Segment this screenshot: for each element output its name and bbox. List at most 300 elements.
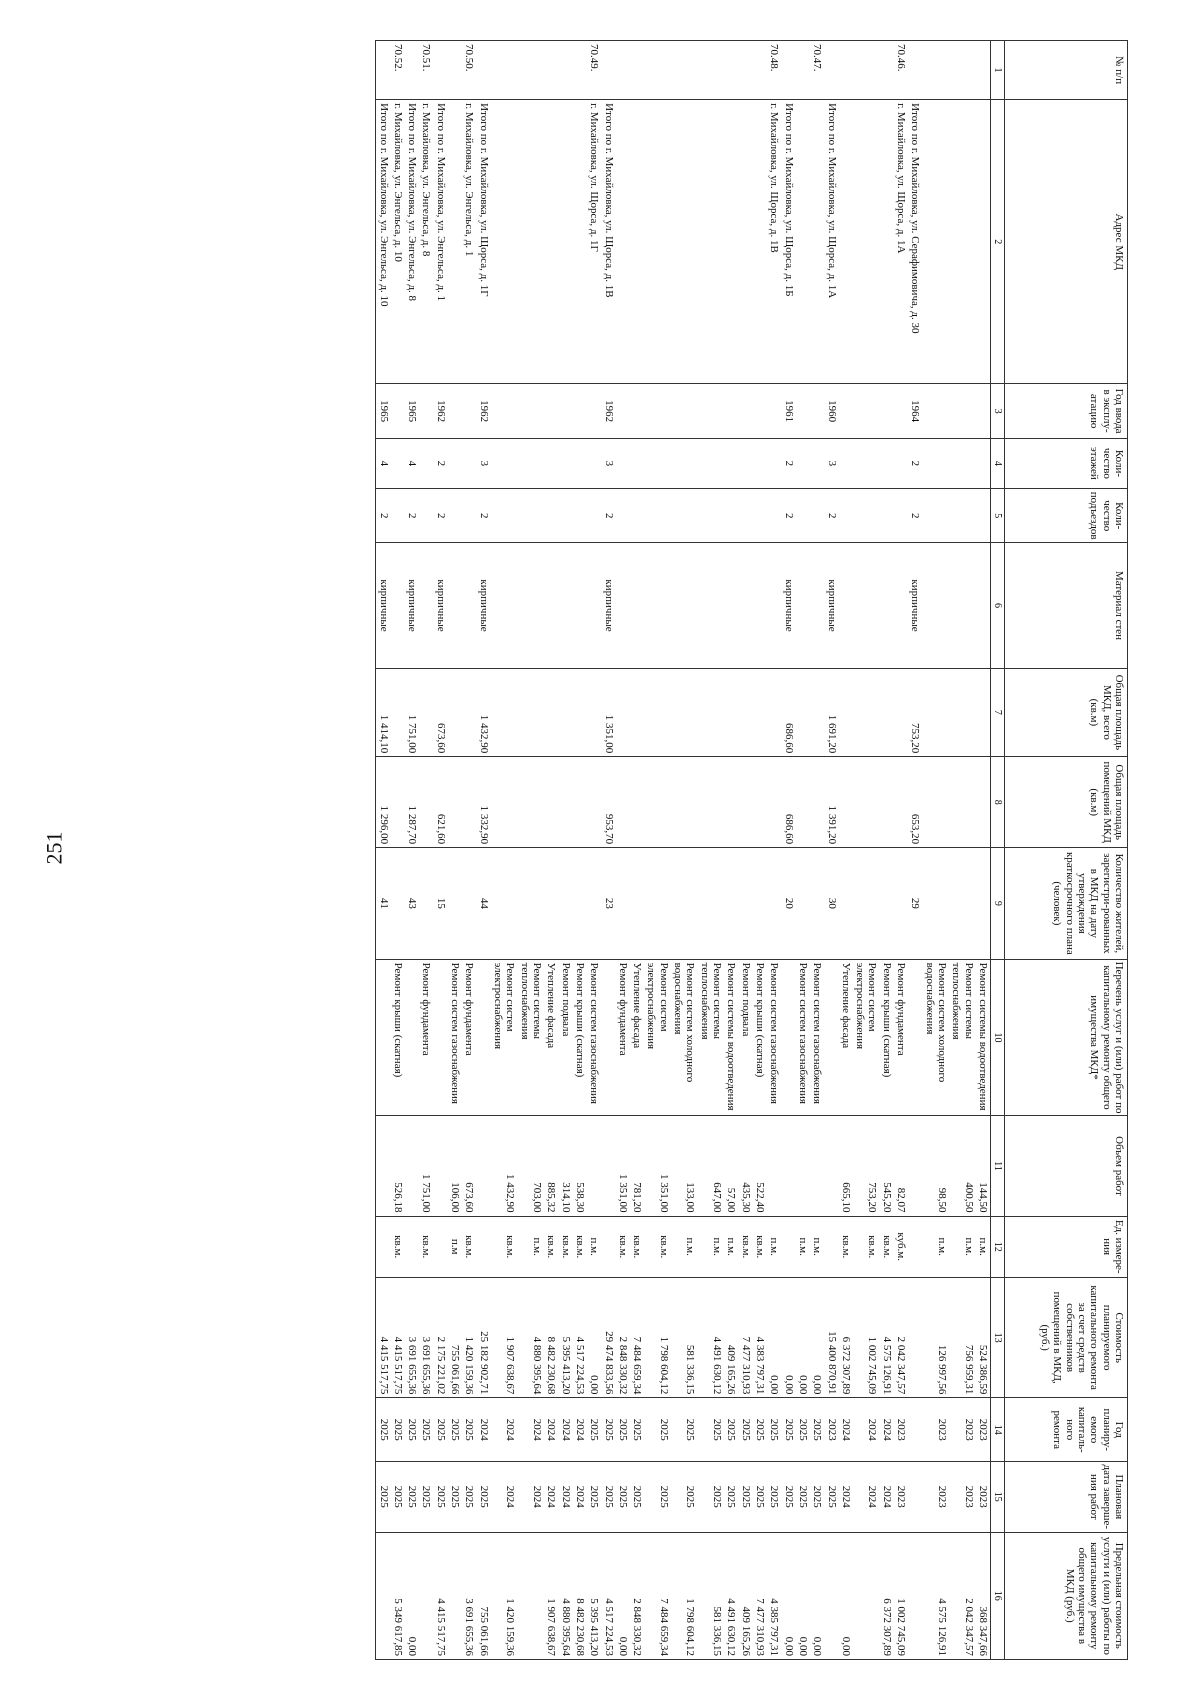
max-cost-cell: [517, 1532, 544, 1659]
entrances-cell: [810, 488, 824, 543]
completion-date-cell: 2025: [724, 1462, 738, 1532]
work-type-cell: [476, 959, 490, 1116]
entrances-cell: [671, 488, 698, 543]
row-number-cell: [517, 41, 544, 100]
total-area-cell: [949, 668, 976, 757]
work-type-cell: Утепление фасада: [544, 959, 558, 1116]
floors-cell: 3: [824, 438, 838, 488]
work-volume-cell: 82,07: [894, 1116, 908, 1216]
year-built-cell: [558, 384, 572, 439]
premises-area-cell: [976, 757, 991, 848]
wall-material-cell: [880, 543, 894, 668]
planned-cost-cell: 4 415 517,75: [376, 1277, 391, 1398]
planned-cost-cell: 4 575 126,91: [880, 1277, 894, 1398]
planned-cost-cell: 2 175 221,02: [434, 1277, 448, 1398]
work-type-cell: Ремонт системы водоотведения: [976, 959, 991, 1116]
entrances-cell: [697, 488, 724, 543]
repair-year-cell: 2025: [767, 1398, 781, 1462]
row-number-cell: [558, 41, 572, 100]
premises-area-cell: [810, 757, 824, 848]
column-number: 2: [991, 100, 1005, 384]
max-cost-cell: [376, 1532, 391, 1659]
work-volume-cell: 753,20: [853, 1116, 880, 1216]
header-cell: Адрес МКД: [1005, 100, 1128, 384]
work-volume-cell: [405, 1116, 419, 1216]
entrances-cell: [630, 488, 644, 543]
header-cell: № п/п: [1005, 41, 1128, 100]
premises-area-cell: [949, 757, 976, 848]
max-cost-cell: 368 347,66: [976, 1532, 991, 1659]
work-type-cell: Ремонт крыши (скатная): [573, 959, 587, 1116]
table-row: [908, 41, 922, 1660]
column-number: 12: [991, 1216, 1005, 1277]
planned-cost-cell: 0,00: [781, 1277, 795, 1398]
total-area-cell: [853, 668, 880, 757]
repair-year-cell: 2025: [671, 1398, 698, 1462]
total-area-cell: [544, 668, 558, 757]
floors-cell: 3: [601, 438, 615, 488]
column-number: 5: [991, 488, 1005, 543]
premises-area-cell: [753, 757, 767, 848]
row-number-cell: [781, 41, 795, 100]
floors-cell: [630, 438, 644, 488]
repair-year-cell: 2025: [601, 1398, 615, 1462]
unit-cell: кв.м.: [419, 1216, 433, 1277]
entrances-cell: [517, 488, 544, 543]
unit-cell: п.м.: [697, 1216, 724, 1277]
unit-cell: кв.м.: [839, 1216, 853, 1277]
planned-cost-cell: 581 336,15: [671, 1277, 698, 1398]
completion-date-cell: 2024: [491, 1462, 518, 1532]
max-cost-cell: [448, 1532, 462, 1659]
work-volume-cell: [908, 1116, 922, 1216]
column-number: 14: [991, 1398, 1005, 1462]
floors-cell: [671, 438, 698, 488]
table-row: [839, 41, 853, 1660]
table-row: [738, 41, 752, 1660]
repair-year-cell: 2024: [839, 1398, 853, 1462]
work-type-cell: Ремонт фундамента: [462, 959, 476, 1116]
residents-cell: 30: [824, 848, 838, 959]
residents-cell: [587, 848, 601, 959]
work-type-cell: Ремонт систем электроснабжения: [644, 959, 671, 1116]
floors-cell: [644, 438, 671, 488]
planned-cost-cell: 2 848 330,32: [616, 1277, 630, 1398]
wall-material-cell: [644, 543, 671, 668]
wall-material-cell: [630, 543, 644, 668]
completion-date-cell: 2024: [544, 1462, 558, 1532]
unit-cell: п.м.: [810, 1216, 824, 1277]
planned-cost-cell: 5 395 413,20: [558, 1277, 572, 1398]
row-number-cell: 70.51.: [419, 41, 433, 100]
repair-year-cell: 2023: [976, 1398, 991, 1462]
premises-area-cell: [558, 757, 572, 848]
table-body: [376, 41, 991, 1660]
premises-area-cell: [616, 757, 630, 848]
floors-cell: [517, 438, 544, 488]
premises-area-cell: [448, 757, 462, 848]
work-type-cell: Ремонт фундамента: [616, 959, 630, 1116]
year-built-cell: [738, 384, 752, 439]
completion-date-cell: 2023: [922, 1462, 949, 1532]
floors-cell: 4: [405, 438, 419, 488]
unit-cell: п.м.: [922, 1216, 949, 1277]
floors-cell: [558, 438, 572, 488]
column-number: 1: [991, 41, 1005, 100]
year-built-cell: [839, 384, 853, 439]
table-row: [405, 41, 419, 1660]
work-type-cell: [824, 959, 838, 1116]
column-number: 16: [991, 1532, 1005, 1659]
wall-material-cell: [558, 543, 572, 668]
completion-date-cell: 2025: [697, 1462, 724, 1532]
unit-cell: кв.м.: [630, 1216, 644, 1277]
premises-area-cell: [644, 757, 671, 848]
work-type-cell: Ремонт системы теплоснабжения: [517, 959, 544, 1116]
max-cost-cell: 7 484 659,34: [644, 1532, 671, 1659]
rotated-document: [78, 40, 1128, 1660]
max-cost-cell: 0,00: [839, 1532, 853, 1659]
entrances-cell: [976, 488, 991, 543]
year-built-cell: [630, 384, 644, 439]
max-cost-cell: 2 042 347,57: [949, 1532, 976, 1659]
completion-date-cell: 2025: [376, 1462, 391, 1532]
unit-cell: п.м.: [767, 1216, 781, 1277]
max-cost-cell: 4 415 517,75: [434, 1532, 448, 1659]
completion-date-cell: 2025: [391, 1462, 405, 1532]
table-row: [880, 41, 894, 1660]
max-cost-cell: 1 420 159,36: [491, 1532, 518, 1659]
floors-cell: [922, 438, 949, 488]
repair-year-cell: 2024: [476, 1398, 490, 1462]
floors-cell: [894, 438, 908, 488]
table-row: [976, 41, 991, 1660]
max-cost-cell: 4 575 126,91: [922, 1532, 949, 1659]
unit-cell: п.м.: [976, 1216, 991, 1277]
year-built-cell: [419, 384, 433, 439]
premises-area-cell: 1 296,00: [376, 757, 391, 848]
residents-cell: [558, 848, 572, 959]
year-built-cell: [644, 384, 671, 439]
premises-area-cell: [462, 757, 476, 848]
max-cost-cell: 2 848 330,32: [630, 1532, 644, 1659]
max-cost-cell: 409 165,26: [738, 1532, 752, 1659]
total-area-cell: 1 351,00: [601, 668, 615, 757]
entrances-cell: [491, 488, 518, 543]
completion-date-cell: 2025: [601, 1462, 615, 1532]
header-cell: Год планиру-емого капиталь-ного ремонта: [1005, 1398, 1128, 1462]
column-number: 6: [991, 543, 1005, 668]
row-number-cell: [753, 41, 767, 100]
work-type-cell: Ремонт крыши (скатная): [391, 959, 405, 1116]
residents-cell: 20: [781, 848, 795, 959]
work-type-cell: Ремонт крыши (скатная): [753, 959, 767, 1116]
total-area-cell: [558, 668, 572, 757]
address-cell: [616, 100, 630, 384]
residents-cell: [853, 848, 880, 959]
repair-year-cell: 2024: [573, 1398, 587, 1462]
repair-year-cell: 2025: [462, 1398, 476, 1462]
planned-cost-cell: 0,00: [767, 1277, 781, 1398]
repair-year-cell: 2025: [448, 1398, 462, 1462]
max-cost-cell: 755 061,66: [476, 1532, 490, 1659]
table-row: [810, 41, 824, 1660]
work-type-cell: Ремонт фундамента: [894, 959, 908, 1116]
address-cell: [853, 100, 880, 384]
wall-material-cell: [894, 543, 908, 668]
wall-material-cell: [949, 543, 976, 668]
wall-material-cell: [419, 543, 433, 668]
year-built-cell: [491, 384, 518, 439]
wall-material-cell: [796, 543, 810, 668]
wall-material-cell: [448, 543, 462, 668]
repair-year-cell: 2023: [922, 1398, 949, 1462]
column-number: 8: [991, 757, 1005, 848]
repair-year-cell: 2025: [796, 1398, 810, 1462]
completion-date-cell: 2025: [738, 1462, 752, 1532]
residents-cell: 43: [405, 848, 419, 959]
completion-date-cell: 2024: [573, 1462, 587, 1532]
unit-cell: кв.м.: [544, 1216, 558, 1277]
planned-cost-cell: 29 474 833,56: [601, 1277, 615, 1398]
planned-cost-cell: [908, 1277, 922, 1398]
premises-area-cell: [573, 757, 587, 848]
floors-cell: [949, 438, 976, 488]
table-row: [753, 41, 767, 1660]
floors-cell: [753, 438, 767, 488]
repair-year-cell: 2025: [630, 1398, 644, 1462]
header-cell: Год ввода в эксплу-атацию: [1005, 384, 1128, 439]
table-row: [419, 41, 433, 1660]
work-volume-cell: [601, 1116, 615, 1216]
unit-cell: кв.м.: [753, 1216, 767, 1277]
table-row: [476, 41, 490, 1660]
table-row: [922, 41, 949, 1660]
work-type-cell: Ремонт систем газоснабжения: [767, 959, 781, 1116]
work-volume-cell: 522,40: [753, 1116, 767, 1216]
wall-material-cell: [853, 543, 880, 668]
entrances-cell: [644, 488, 671, 543]
work-volume-cell: [810, 1116, 824, 1216]
row-number-cell: [724, 41, 738, 100]
completion-date-cell: 2025: [810, 1462, 824, 1532]
planned-cost-cell: 1 907 638,67: [491, 1277, 518, 1398]
planned-cost-cell: 8 482 230,68: [544, 1277, 558, 1398]
max-cost-cell: [824, 1532, 838, 1659]
work-type-cell: Ремонт систем газоснабжения: [448, 959, 462, 1116]
table-row: [671, 41, 698, 1660]
header-cell: Общая площадь помещений МКД (кв.м): [1005, 757, 1128, 848]
row-number-cell: [853, 41, 880, 100]
total-area-cell: [419, 668, 433, 757]
unit-cell: п.м.: [949, 1216, 976, 1277]
total-area-cell: [810, 668, 824, 757]
work-volume-cell: [767, 1116, 781, 1216]
header-cell: Предельная стоимость услуги и (или) работы по капитальному ремонту общего имущества в МКД (руб.): [1005, 1532, 1128, 1659]
address-cell: [922, 100, 949, 384]
work-volume-cell: [587, 1116, 601, 1216]
work-volume-cell: 665,10: [839, 1116, 853, 1216]
entrances-cell: [419, 488, 433, 543]
floors-cell: 2: [908, 438, 922, 488]
repair-year-cell: 2025: [810, 1398, 824, 1462]
residents-cell: [491, 848, 518, 959]
unit-cell: [376, 1216, 391, 1277]
entrances-cell: [573, 488, 587, 543]
repair-year-cell: 2025: [697, 1398, 724, 1462]
year-built-cell: 1962: [434, 384, 448, 439]
unit-cell: [781, 1216, 795, 1277]
table-row: [601, 41, 615, 1660]
work-volume-cell: [824, 1116, 838, 1216]
total-area-cell: [753, 668, 767, 757]
year-built-cell: [573, 384, 587, 439]
row-number-cell: [491, 41, 518, 100]
total-area-cell: [616, 668, 630, 757]
row-number-cell: [376, 41, 391, 100]
work-volume-cell: [434, 1116, 448, 1216]
planned-cost-cell: 755 061,66: [448, 1277, 462, 1398]
row-number-cell: [839, 41, 853, 100]
premises-area-cell: [724, 757, 738, 848]
address-cell: [697, 100, 724, 384]
total-area-cell: [573, 668, 587, 757]
max-cost-cell: 0,00: [781, 1532, 795, 1659]
work-type-cell: [781, 959, 795, 1116]
row-number-cell: [671, 41, 698, 100]
address-cell: [630, 100, 644, 384]
year-built-cell: [894, 384, 908, 439]
year-built-cell: 1965: [376, 384, 391, 439]
entrances-cell: [949, 488, 976, 543]
completion-date-cell: 2024: [880, 1462, 894, 1532]
table-row: [491, 41, 518, 1660]
repair-year-cell: 2024: [491, 1398, 518, 1462]
row-number-cell: [601, 41, 615, 100]
residents-cell: [517, 848, 544, 959]
total-area-cell: [839, 668, 853, 757]
unit-cell: п.м: [448, 1216, 462, 1277]
residents-cell: [616, 848, 630, 959]
work-volume-cell: [376, 1116, 391, 1216]
repair-year-cell: 2025: [781, 1398, 795, 1462]
premises-area-cell: 1 287,70: [405, 757, 419, 848]
residents-cell: [753, 848, 767, 959]
wall-material-cell: кирпичные: [434, 543, 448, 668]
work-type-cell: Ремонт систем холодного водоснабжения: [671, 959, 698, 1116]
work-type-cell: [601, 959, 615, 1116]
wall-material-cell: [462, 543, 476, 668]
entrances-cell: [796, 488, 810, 543]
unit-cell: кв.м.: [738, 1216, 752, 1277]
planned-cost-cell: 2 042 347,57: [894, 1277, 908, 1398]
year-built-cell: [949, 384, 976, 439]
table-row: [796, 41, 810, 1660]
entrances-cell: 2: [908, 488, 922, 543]
max-cost-cell: 1 002 745,09: [894, 1532, 908, 1659]
planned-cost-cell: 25 182 902,71: [476, 1277, 490, 1398]
address-cell: [644, 100, 671, 384]
premises-area-cell: [587, 757, 601, 848]
premises-area-cell: [738, 757, 752, 848]
entrances-cell: 2: [781, 488, 795, 543]
unit-cell: [908, 1216, 922, 1277]
column-number: 13: [991, 1277, 1005, 1398]
year-built-cell: 1965: [405, 384, 419, 439]
planned-cost-cell: 1 420 159,36: [462, 1277, 476, 1398]
row-number-cell: [616, 41, 630, 100]
floors-cell: [839, 438, 853, 488]
work-volume-cell: 57,00: [724, 1116, 738, 1216]
total-area-cell: [724, 668, 738, 757]
premises-area-cell: [630, 757, 644, 848]
row-number-cell: [976, 41, 991, 100]
address-cell: [949, 100, 976, 384]
residents-cell: [922, 848, 949, 959]
residents-cell: [796, 848, 810, 959]
column-number: 11: [991, 1116, 1005, 1216]
entrances-cell: [587, 488, 601, 543]
planned-cost-cell: 15 400 870,91: [824, 1277, 838, 1398]
entrances-cell: [544, 488, 558, 543]
repair-year-cell: 2023: [949, 1398, 976, 1462]
floors-cell: 2: [434, 438, 448, 488]
work-volume-cell: 400,50: [949, 1116, 976, 1216]
work-type-cell: Ремонт системы теплоснабжения: [949, 959, 976, 1116]
floors-cell: [462, 438, 476, 488]
entrances-cell: 2: [476, 488, 490, 543]
row-number-cell: [544, 41, 558, 100]
unit-cell: кв.м.: [573, 1216, 587, 1277]
completion-date-cell: 2025: [796, 1462, 810, 1532]
residents-cell: 41: [376, 848, 391, 959]
floors-cell: [767, 438, 781, 488]
row-number-cell: [573, 41, 587, 100]
premises-area-cell: [922, 757, 949, 848]
completion-date-cell: [908, 1462, 922, 1532]
address-cell: Итого по г. Михайловка, ул. Энгельса, д. 8: [405, 100, 419, 384]
work-type-cell: Ремонт систем газоснабжения: [587, 959, 601, 1116]
unit-cell: [476, 1216, 490, 1277]
work-volume-cell: 133,00: [671, 1116, 698, 1216]
planned-cost-cell: 126 997,56: [922, 1277, 949, 1398]
work-type-cell: Ремонт систем электроснабжения: [491, 959, 518, 1116]
work-type-cell: Ремонт систем газоснабжения: [796, 959, 810, 1116]
work-type-cell: Ремонт систем холодного водоснабжения: [922, 959, 949, 1116]
total-area-cell: [391, 668, 405, 757]
address-cell: г. Михайловка, ул. Энгельса, д. 1: [462, 100, 476, 384]
work-volume-cell: 1 351,00: [644, 1116, 671, 1216]
entrances-cell: [853, 488, 880, 543]
page-number: 251: [41, 831, 67, 865]
work-type-cell: Утепление фасада: [839, 959, 853, 1116]
address-cell: Итого по г. Михайловка, ул. Щорса, д. 1В: [601, 100, 615, 384]
unit-cell: кв.м.: [853, 1216, 880, 1277]
residents-cell: [767, 848, 781, 959]
wall-material-cell: кирпичные: [601, 543, 615, 668]
wall-material-cell: [573, 543, 587, 668]
table-row: [434, 41, 448, 1660]
floors-cell: [697, 438, 724, 488]
total-area-cell: 1 432,90: [476, 668, 490, 757]
header-cell: Перечень услуг и (или) работ по капитальному ремонту общего имущества МКД*: [1005, 959, 1128, 1116]
planned-cost-cell: 3 691 655,36: [405, 1277, 419, 1398]
address-cell: г. Михайловка, ул. Энгельса, д. 10: [391, 100, 405, 384]
residents-cell: [976, 848, 991, 959]
repair-year-cell: 2025: [616, 1398, 630, 1462]
row-number-cell: [922, 41, 949, 100]
total-area-cell: [976, 668, 991, 757]
